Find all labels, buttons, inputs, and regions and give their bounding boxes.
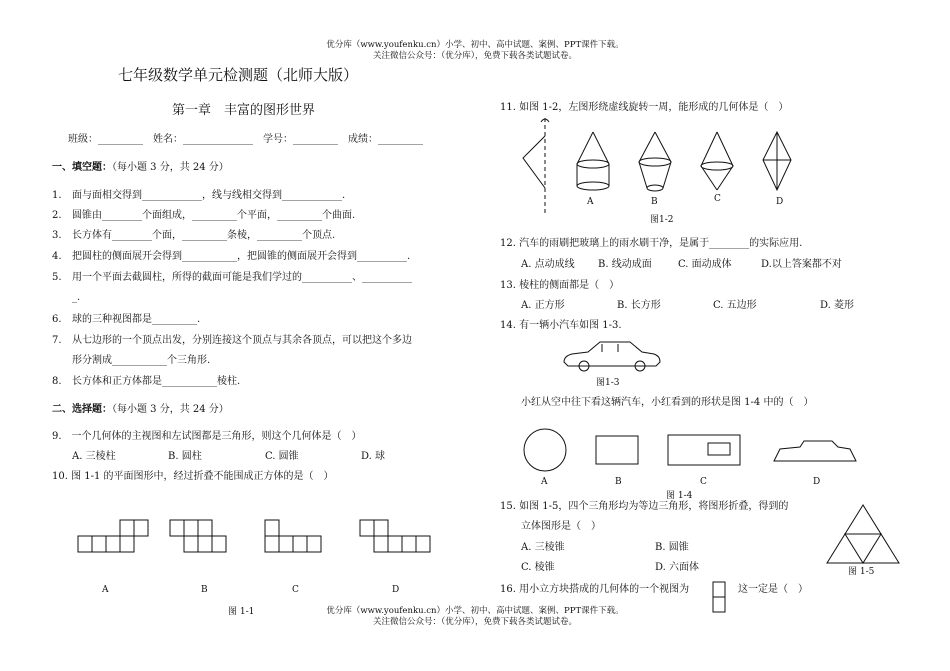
q2-num: 2. — [52, 210, 62, 221]
q16-text-end: 这一定是（ ） — [738, 584, 808, 595]
view-label-d: D — [813, 477, 821, 487]
section2-header — [52, 404, 229, 416]
view-a-circle — [524, 429, 566, 471]
rotation-source-shape — [523, 118, 549, 214]
solid-label-c: C — [714, 194, 721, 204]
section2-note: （每小题 3 分，共 24 分） — [112, 404, 229, 415]
solid-label-d: D — [776, 197, 784, 207]
section1-header — [52, 162, 229, 174]
view-b-rectangle — [596, 436, 638, 464]
view-d-side — [774, 441, 856, 461]
q4-text: 把圆柱的侧面展开会得到___________，把圆锥的侧面展开会得到__________. — [72, 251, 411, 262]
q6-num: 6. — [52, 314, 62, 325]
net-label-b: B — [201, 585, 208, 595]
solid-label-b: B — [651, 197, 658, 207]
q13-option-a: A. 正方形 — [521, 300, 565, 311]
q15-option-a: A. 三棱锥 — [521, 542, 565, 553]
q13-option-b: B. 长方形 — [617, 300, 661, 311]
net-label-c: C — [292, 585, 299, 595]
chapter-title: 第一章 丰富的图形世界 — [172, 103, 316, 118]
q2-text: 圆锥由________个面组成，_________个平面，_________个曲面. — [72, 210, 356, 221]
q12-option-c: C. 面动成体 — [678, 259, 732, 270]
q15-text-continued: 立体图形是（ ） — [521, 521, 601, 532]
q9-option-c: C. 圆锥 — [265, 451, 299, 462]
figure-1-4-views — [520, 425, 860, 475]
q9-option-a: A. 三棱柱 — [72, 451, 116, 462]
net-b — [170, 520, 226, 552]
figure-1-2-caption: 图1-2 — [650, 215, 674, 225]
figure-1-3-car — [562, 338, 662, 378]
solid-label-a: A — [587, 197, 594, 207]
q3-num: 3. — [52, 230, 62, 241]
net-a — [78, 520, 148, 552]
q4-num: 4. — [52, 251, 62, 262]
net-d — [360, 520, 430, 552]
footer-line-1: 优分库（www.youfenku.cn）小学、初中、高中试题、案例、PPT课件下载。 — [326, 606, 624, 616]
q13-text: 13. 棱柱的侧面都是（ ） — [500, 280, 620, 291]
footer-line-2: 关注微信公众号：（优分库），免费下载各类试题试卷。 — [372, 617, 577, 627]
q15-text: 15. 如图 1-5，四个三角形均为等边三角形，将图形折叠，得到的 — [500, 501, 789, 512]
header-line-2: 关注微信公众号：（优分库），免费下载各类试题试卷。 — [372, 51, 577, 61]
q14-subtext: 小红从空中往下看这辆汽车，小红看到的形状是图 1-4 中的（ ） — [521, 397, 814, 408]
section1-note: （每小题 3 分，共 24 分） — [112, 162, 229, 173]
student-info-line: 班级：_________ 姓名：______________ 学号：_________ 成绩：_________ — [68, 134, 423, 145]
q5-text: 用一个平面去截圆柱，所得的截面可能是我们学过的__________、__________ — [72, 272, 412, 283]
section1-heading: 一、填空题： — [52, 162, 112, 173]
view-label-a: A — [541, 477, 548, 487]
exam-title: 七年级数学单元检测题（北师大版） — [118, 66, 359, 84]
q9-option-b: B. 圆柱 — [168, 451, 202, 462]
figure-1-1-nets — [70, 510, 450, 570]
net-label-d: D — [392, 585, 400, 595]
figure-1-1-caption: 图 1-1 — [228, 607, 255, 617]
figure-1-4-caption: 图 1-4 — [666, 491, 693, 501]
q7-text: 从七边形的一个顶点出发，分别连接这个顶点与其余各顶点，可以把这个多边 — [72, 335, 412, 346]
q5-num: 5. — [52, 272, 62, 283]
q11-text: 11. 如图 1-2，左图形绕虚线旋转一周，能形成的几何体是（ ） — [500, 102, 789, 113]
q15-option-d: D. 六面体 — [655, 562, 700, 573]
q15-option-b: B. 圆锥 — [655, 542, 689, 553]
figure-1-3-caption: 图1-3 — [596, 378, 620, 388]
q12-option-b: B. 线动成面 — [598, 259, 652, 270]
header-line-1: 优分库（www.youfenku.cn）小学、初中、高中试题、案例、PPT课件下载。 — [326, 40, 624, 50]
q7-continuation: 形分割成___________个三角形. — [72, 355, 211, 366]
q1-text: 面与面相交得到____________，线与线相交得到____________. — [72, 190, 346, 201]
q15-option-c: C. 棱锥 — [521, 562, 555, 573]
view-label-b: B — [615, 477, 622, 487]
q13-option-c: C. 五边形 — [713, 300, 757, 311]
q12-option-a: A. 点动成线 — [521, 259, 575, 270]
q10-text: 10. 图 1-1 的平面图形中，经过折叠不能围成正方体的是（ ） — [52, 471, 334, 482]
figure-1-5-triangle-net — [825, 503, 901, 565]
solid-a — [577, 132, 609, 190]
figure-1-5-caption: 图 1-5 — [848, 567, 875, 577]
view-c-rectangle — [668, 435, 740, 465]
net-label-a: A — [102, 585, 109, 595]
figure-1-2 — [515, 118, 835, 218]
q8-text: 长方体和正方体都是___________棱柱. — [72, 376, 241, 387]
solid-b — [639, 132, 671, 191]
q1-num: 1. — [52, 190, 62, 201]
q8-num: 8. — [52, 376, 62, 387]
q9-option-d: D. 球 — [361, 451, 386, 462]
solid-d — [763, 132, 791, 190]
q14-text: 14. 有一辆小汽车如图 1-3. — [500, 320, 622, 331]
q12-option-d: D.以上答案都不对 — [761, 259, 842, 270]
q13-option-d: D. 菱形 — [820, 300, 855, 311]
section2-heading: 二、选择题： — [52, 404, 112, 415]
net-c — [265, 520, 321, 552]
solid-c — [701, 132, 733, 190]
view-label-c: C — [700, 477, 707, 487]
q16-text: 16. 用小立方块搭成的几何体的一个视图为 — [500, 584, 690, 595]
q7-num: 7. — [52, 335, 62, 346]
q6-text: 球的三种视图都是_________. — [72, 314, 201, 325]
q3-text: 长方体有________个面，_________条棱，_________个顶点. — [72, 230, 336, 241]
q5-continuation: _. — [72, 292, 81, 303]
q12-text: 12. 汽车的雨刷把玻璃上的雨水刷干净，是属于________的实际应用. — [500, 238, 803, 249]
q9-text: 9. 一个几何体的主视图和左试图都是三角形，则这个几何体是（ ） — [52, 431, 362, 442]
